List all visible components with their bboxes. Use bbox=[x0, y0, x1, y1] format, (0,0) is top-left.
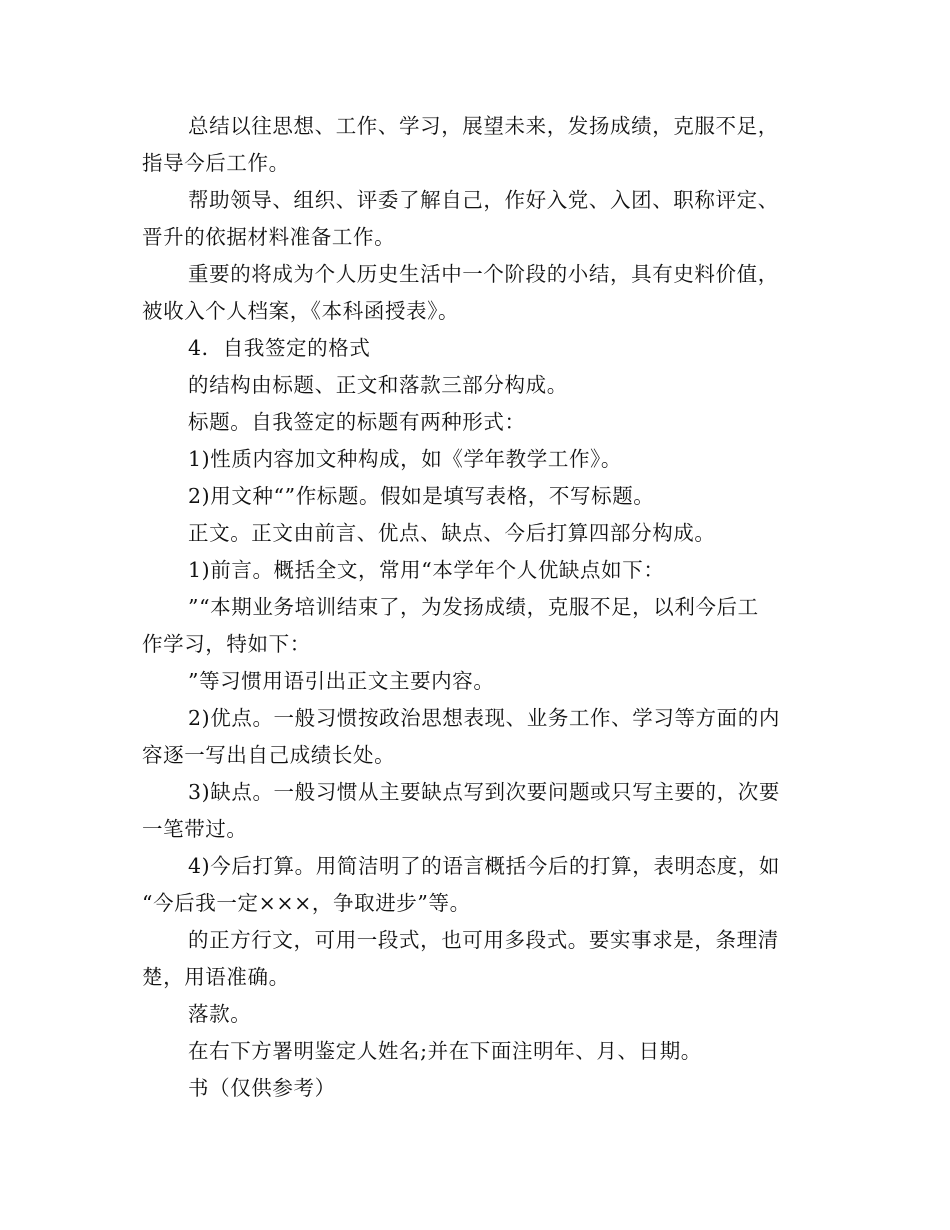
text-line: 落款。 bbox=[188, 1002, 252, 1026]
text-line: ”“本期业务培训结束了，为发扬成绩，克服不足，以利今后工 bbox=[188, 595, 759, 619]
text-line: 重要的将成为个人历史生活中一个阶段的小结，具有史料价值， bbox=[188, 262, 779, 286]
text-line: 作学习，特如下： bbox=[142, 632, 311, 656]
text-line: 书（仅供参考） bbox=[188, 1076, 336, 1100]
text-line: 容逐一写出自己成绩长处。 bbox=[142, 743, 396, 767]
text-line: 楚，用语准确。 bbox=[142, 965, 290, 989]
list-item: 1)前言。概括全文，常用“本学年个人优缺点如下： bbox=[188, 558, 665, 582]
text-line: “今后我一定×××，争取进步”等。 bbox=[142, 891, 471, 915]
text-line: 指导今后工作。 bbox=[142, 151, 290, 175]
text-line: 的正方行文，可用一段式，也可用多段式。要实事求是，条理清 bbox=[188, 928, 779, 952]
text-line: 晋升的依据材料准备工作。 bbox=[142, 225, 396, 249]
list-item: 2)优点。一般习惯按政治思想表现、业务工作、学习等方面的内 bbox=[188, 706, 780, 730]
text-line: 在右下方署明鉴定人姓名;并在下面注明年、月、日期。 bbox=[188, 1039, 702, 1063]
list-item: 1)性质内容加文种构成，如《学年教学工作》。 bbox=[188, 447, 622, 471]
list-item: 2)用文种“”作标题。假如是填写表格，不写标题。 bbox=[188, 484, 655, 508]
text-line: 的结构由标题、正文和落款三部分构成。 bbox=[188, 373, 568, 397]
text-line: 一笔带过。 bbox=[142, 817, 248, 841]
text-line: 正文。正文由前言、优点、缺点、今后打算四部分构成。 bbox=[188, 521, 716, 545]
text-line: ”等习惯用语引出正文主要内容。 bbox=[188, 669, 495, 693]
list-item: 4)今后打算。用简洁明了的语言概括今后的打算，表明态度，如 bbox=[188, 854, 780, 878]
text-line: 标题。自我签定的标题有两种形式： bbox=[188, 410, 526, 434]
text-line: 总结以往思想、工作、学习，展望未来，发扬成绩，克服不足， bbox=[188, 114, 779, 138]
list-item: 3)缺点。一般习惯从主要缺点写到次要问题或只写主要的，次要 bbox=[188, 780, 780, 804]
text-line: 帮助领导、组织、评委了解自己，作好入党、入团、职称评定、 bbox=[188, 188, 779, 212]
text-line: 被收入个人档案，《本科函授表》。 bbox=[142, 299, 460, 323]
section-heading: 4．自我签定的格式 bbox=[188, 336, 371, 360]
document-body bbox=[142, 108, 797, 1107]
